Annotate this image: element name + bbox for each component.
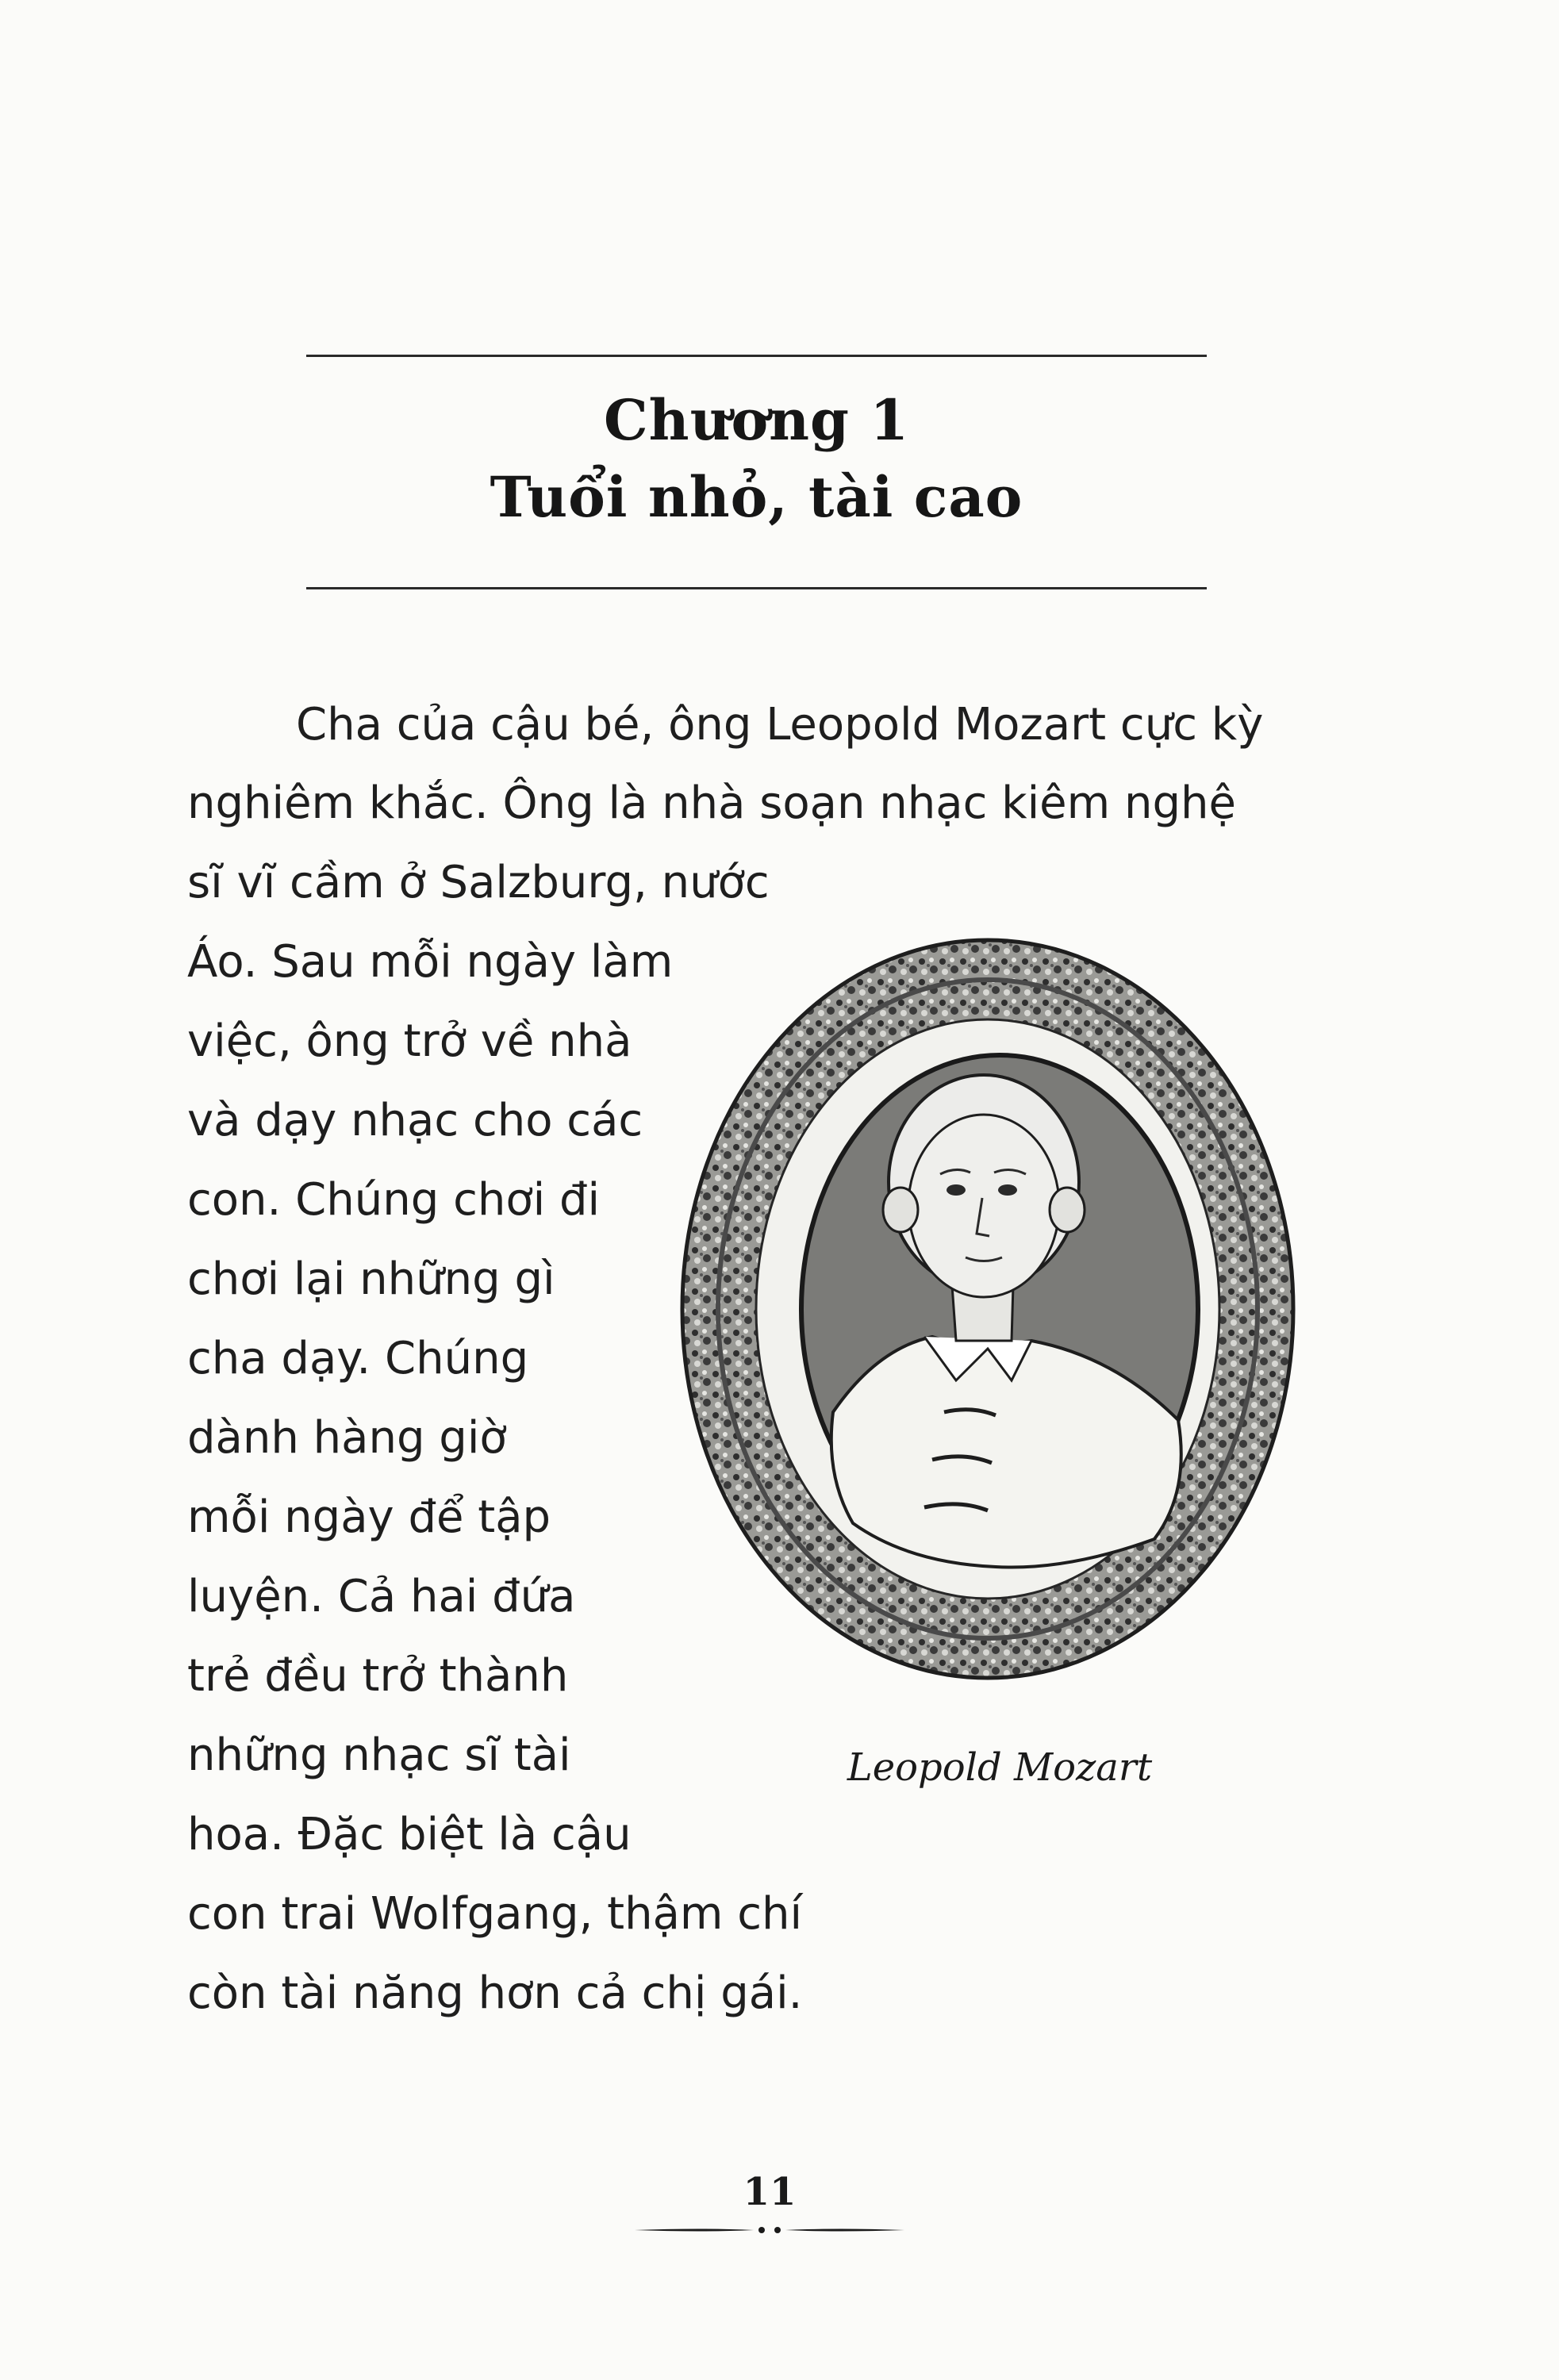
top-rule [306,355,1207,357]
text-line: Áo. Sau mỗi ngày làm [187,936,674,988]
text-line: còn tài năng hơn cả chị gái. [187,1967,803,2019]
text-line: con trai Wolfgang, thậm chí [187,1888,803,1940]
text-line: Cha của cậu bé, ông Leopold Mozart cực kỳ [296,699,1264,750]
leopold-mozart-portrait [670,936,1305,1722]
page-ornament-divider [635,2221,904,2239]
text-line: mỗi ngày để tập [187,1491,551,1543]
bottom-rule [306,587,1207,589]
page-number: 11 [743,2170,797,2214]
chapter-title: Tuổi nhỏ, tài cao [490,464,1023,530]
chapter-number: Chương 1 [603,387,910,453]
text-line: dành hàng giờ [187,1412,507,1464]
text-line: và dạy nhạc cho các [187,1095,643,1146]
text-line: những nhạc sĩ tài [187,1729,571,1781]
text-line: con. Chúng chơi đi [187,1174,601,1226]
text-line: sĩ vĩ cầm ở Salzburg, nước [187,857,770,908]
text-line: việc, ông trở về nhà [187,1015,632,1067]
text-line: hoa. Đặc biệt là cậu [187,1809,632,1860]
portrait-caption: Leopold Mozart [847,1745,1153,1790]
text-line: chơi lại những gì [187,1253,555,1305]
text-line: cha dạy. Chúng [187,1333,529,1384]
text-line: nghiêm khắc. Ông là nhà soạn nhạc kiêm nghệ [187,777,1236,829]
text-line: trẻ đều trở thành [187,1650,569,1702]
text-line: luyện. Cả hai đứa [187,1571,576,1622]
